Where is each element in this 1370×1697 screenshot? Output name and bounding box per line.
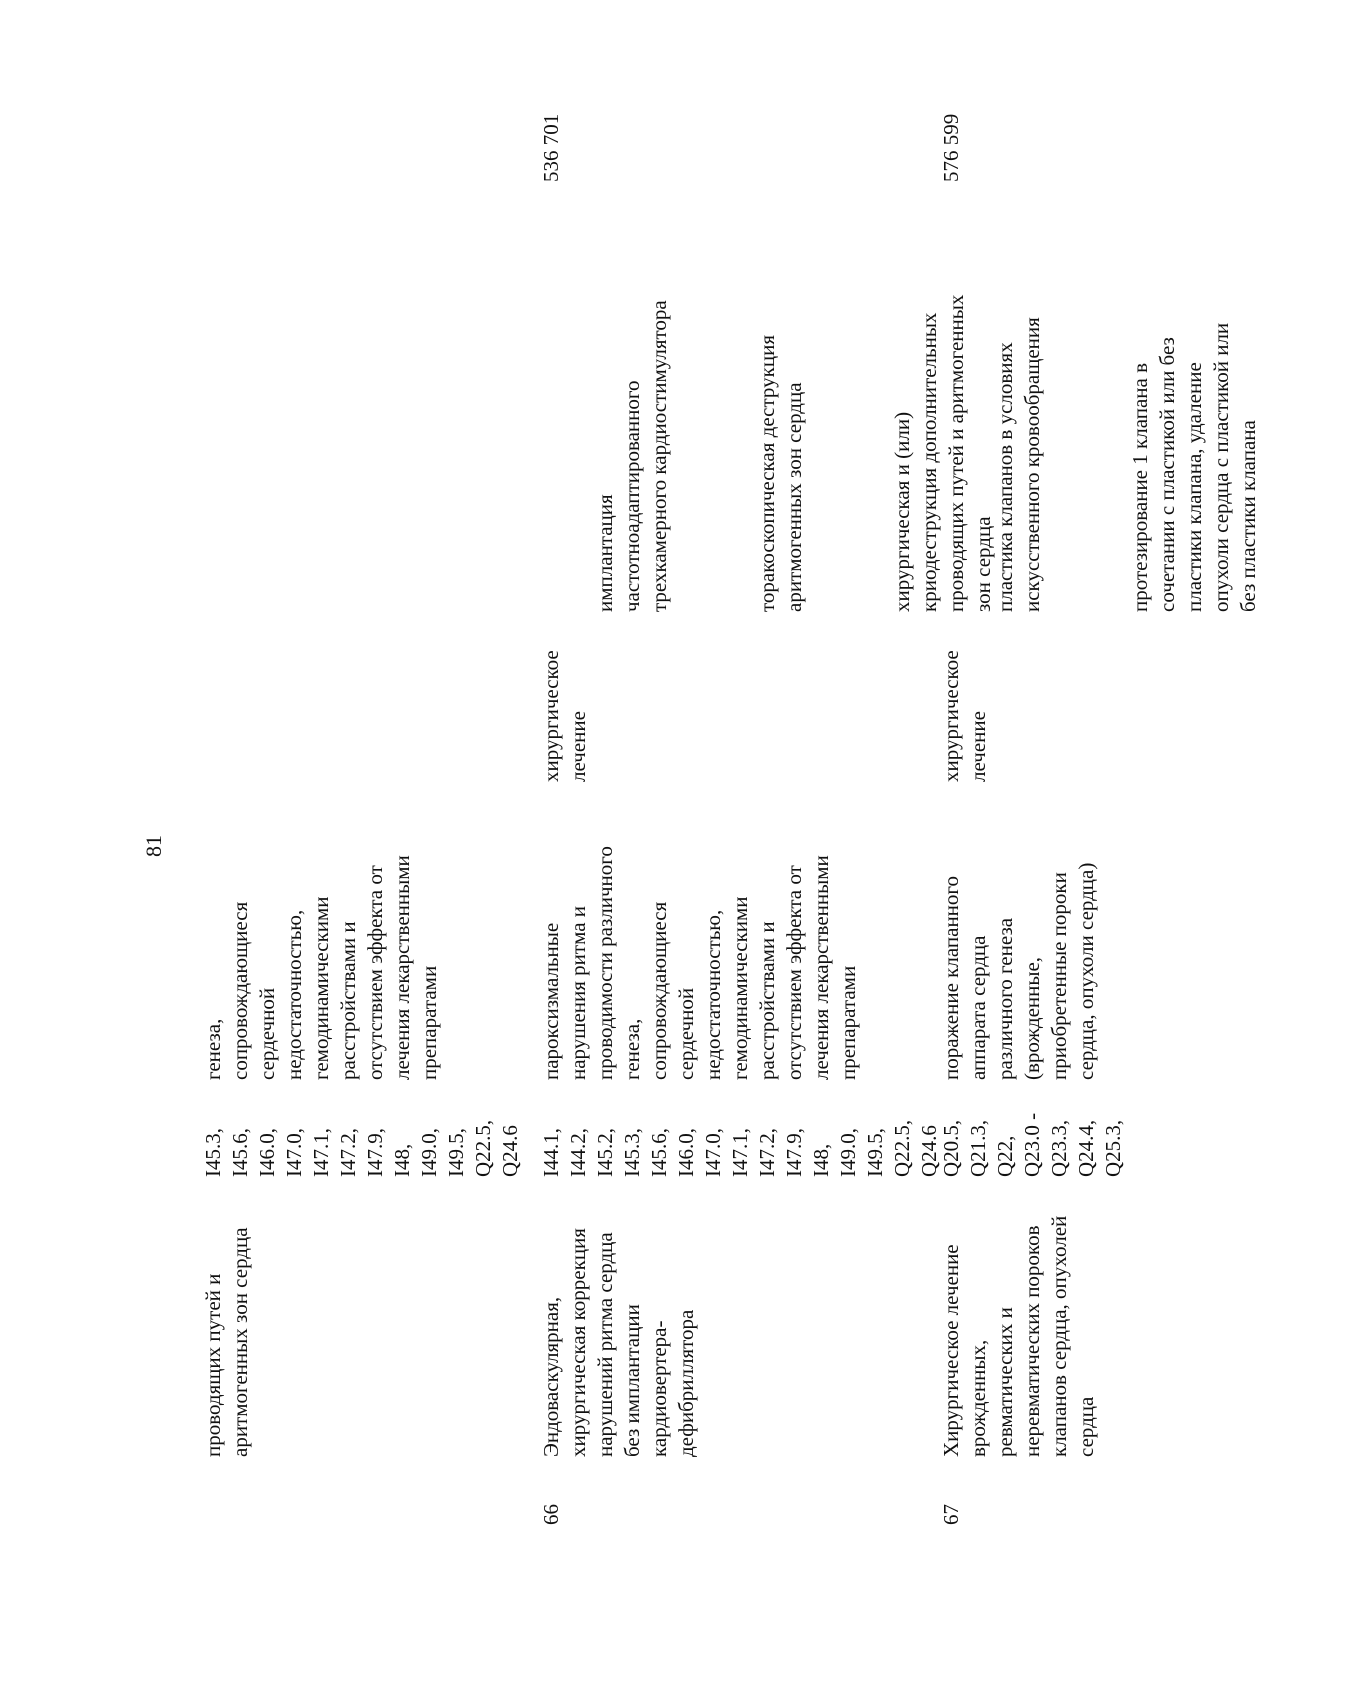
page-number: 81 xyxy=(141,835,166,857)
method-item: протезирование 1 клапана в сочетании с пластикой или без пластики клапана, удаление опухоли сердца с пластикой или без пластики клапана xyxy=(1128,322,1260,612)
icd-codes: I45.3, I45.6, I46.0, I47.0, I47.1, I47.2, I47.9, I48, I49.0, I49.5, Q22.5, Q24.6 xyxy=(201,1119,522,1177)
method-item: торакоскопическая деструкция аритмогенных зон сердца xyxy=(755,335,806,612)
method-item: имплантация частотноадаптированного трехкамерного кардиостимулятора xyxy=(593,300,671,612)
patient-model: генеза, сопровождающиеся сердечной недостаточностью, гемодинамическими расстройствами и отсутствием эффекта от лечения лекарственными препаратами xyxy=(201,855,441,1080)
price-value: 576 599 xyxy=(939,113,963,182)
care-type-name: проводящих путей и аритмогенных зон сердца xyxy=(201,1227,252,1457)
treatment-kind: хирургическое лечение xyxy=(939,650,990,782)
method-item: хирургическая и (или) криодеструкция дополнительных проводящих путей и аритмогенных зон сердца xyxy=(890,294,995,612)
row-number: 67 xyxy=(939,1504,963,1525)
icd-codes: Q20.5, Q21.3, Q22, Q23.0 - Q23.3, Q24.4, Q25.3, xyxy=(939,1112,1125,1177)
icd-codes: I44.1, I44.2, I45.2, I45.3, I45.6, I46.0, I47.0, I47.1, I47.2, I47.9, I48, I49.0, I49.5, Q22.5, Q24.6 xyxy=(539,1119,941,1177)
care-type-name: Эндоваскулярная, хирургическая коррекция нарушений ритма сердца без имплантации кардиовертера- дефибриллятора xyxy=(539,1228,698,1457)
treatment-method xyxy=(200,232,416,612)
treatment-method xyxy=(938,232,1370,612)
patient-model: поражение клапанного аппарата сердца различного генеза (врожденные, приобретенные пороки сердца, опухоли сердца) xyxy=(939,862,1098,1080)
method-item: пластика клапанов в условиях искусственного кровообращения xyxy=(993,317,1044,612)
care-type-name: Хирургическое лечение врожденных, ревматических и неревматических пороков клапанов сердца, опухолей сердца xyxy=(939,1215,1098,1457)
row-number: 66 xyxy=(539,1504,563,1525)
treatment-kind: хирургическое лечение xyxy=(539,650,590,782)
price-value: 536 701 xyxy=(539,113,563,182)
patient-model: пароксизмальные нарушения ритма и проводимости различного генеза, сопровождающиеся сердечной недостаточностью, гемодинамическими расстройствами и отсутствием эффекта от лечения лекарственными препаратами xyxy=(539,846,860,1080)
